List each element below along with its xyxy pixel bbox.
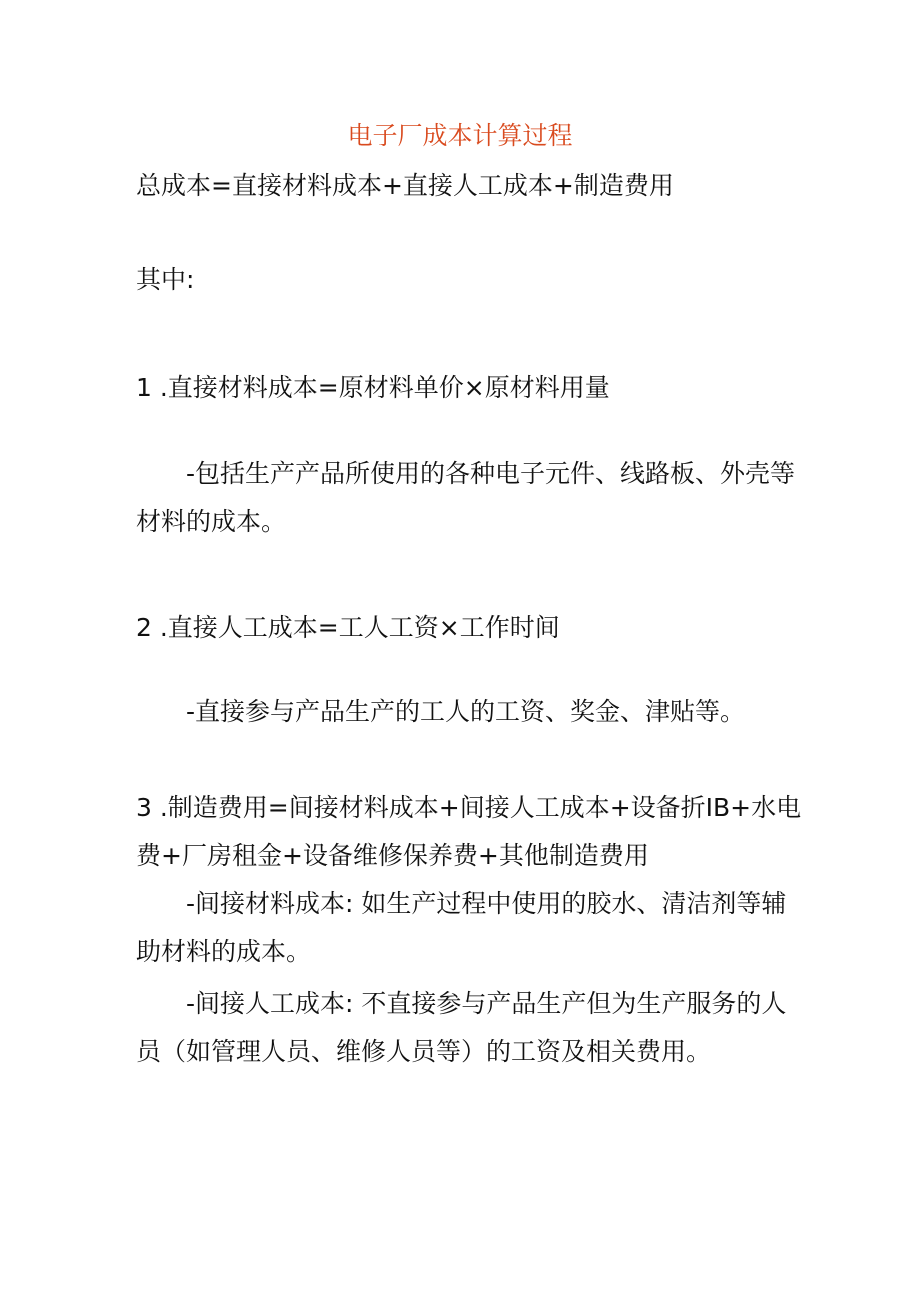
item-1-description-line-2: 材料的成本。 [136,507,287,536]
item-3-heading-line-1: 3 .制造费用=间接材料成本+间接人工成本+设备折IB+水电 [136,793,802,822]
item-2-heading: 2 .直接人工成本=工人工资×工作时间 [136,613,560,642]
item-2-description: -直接参与产品生产的工人的工资、奖金、津贴等。 [186,697,746,726]
total-cost-formula: 总成本=直接材料成本+直接人工成本+制造费用 [136,171,674,200]
item-3-heading-line-2: 费+厂房租金+设备维修保养费+其他制造费用 [136,841,649,870]
item-1-heading: 1 .直接材料成本=原材料单价×原材料用量 [136,373,610,402]
document-title: 电子厂成本计算过程 [347,121,573,150]
where-label: 其中: [136,265,195,294]
item-3-indirect-material-line-1: -间接材料成本: 如生产过程中使用的胶水、清洁剂等辅 [186,889,787,918]
item-3-indirect-labor-line-2: 员（如管理人员、维修人员等）的工资及相关费用。 [136,1037,712,1066]
item-1-description-line-1: -包括生产产品所使用的各种电子元件、线路板、外壳等 [186,459,796,488]
item-3-indirect-labor-line-1: -间接人工成本: 不直接参与产品生产但为生产服务的人 [186,989,787,1018]
item-3-indirect-material-line-2: 助材料的成本。 [136,937,312,966]
